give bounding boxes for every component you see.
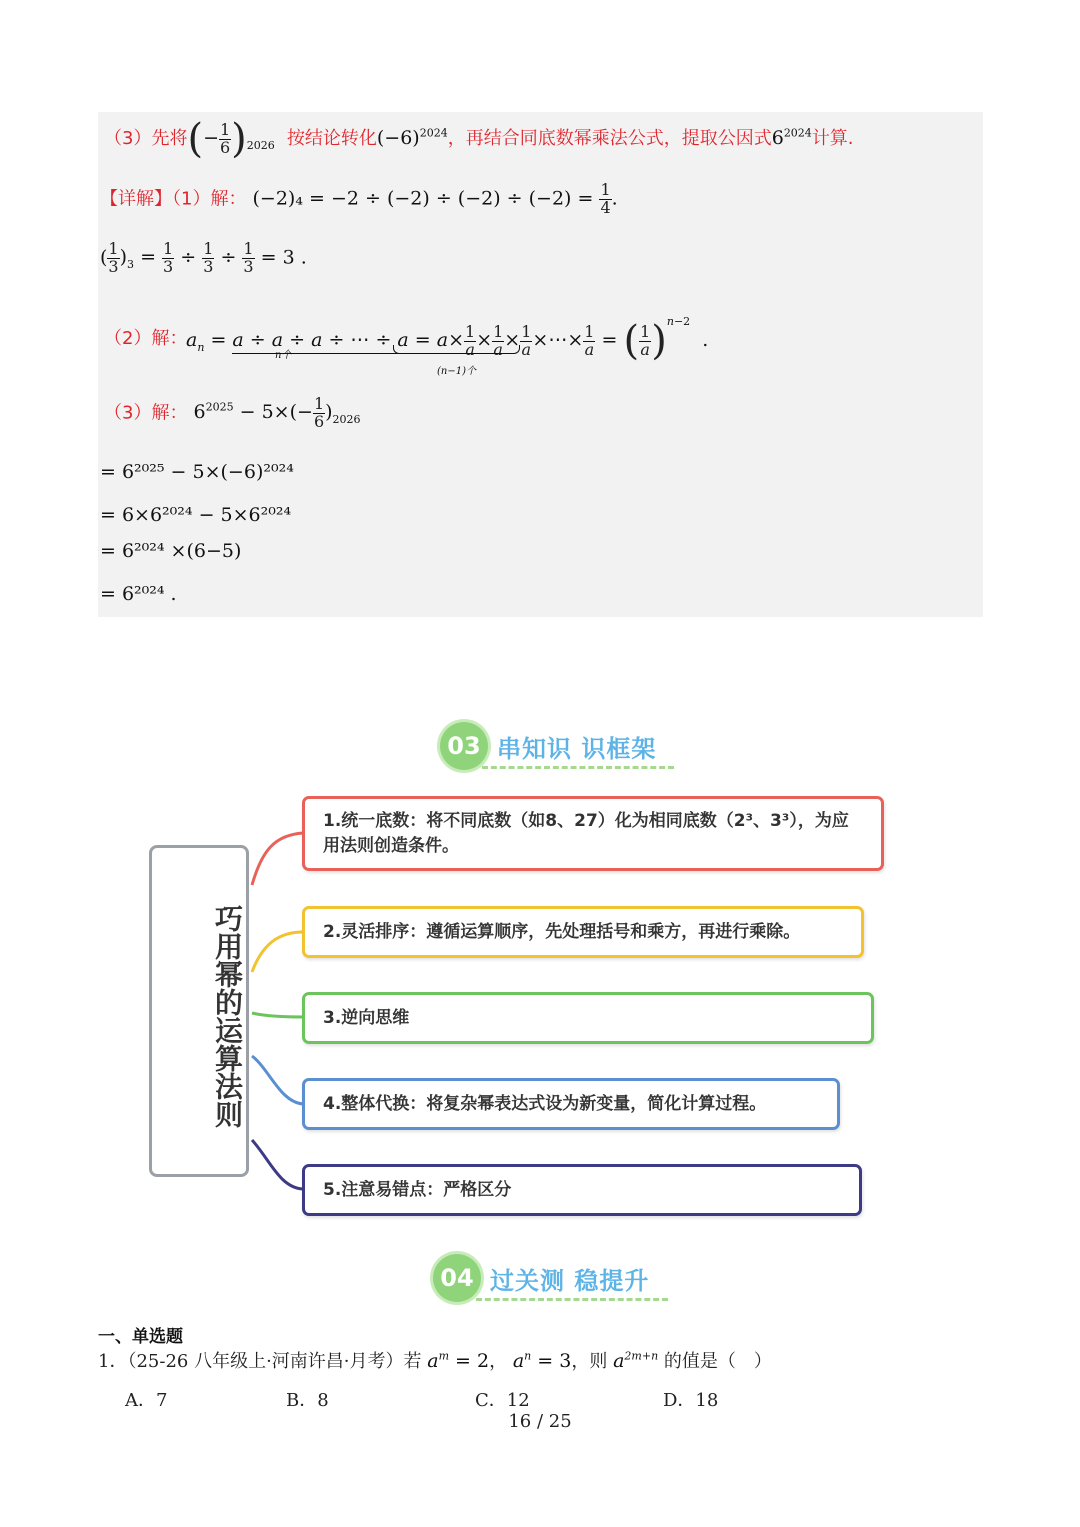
question-1-prefix: 1．（25-26 八年级上·河南许昌·月考）若 bbox=[98, 1351, 422, 1372]
connector-3 bbox=[252, 1013, 303, 1017]
section-03-badge: 03 bbox=[440, 722, 488, 770]
mindmap-node-4-text: 4.整体代换：将复杂幂表达式设为新变量，简化计算过程。 bbox=[323, 1093, 767, 1114]
step-3: = 6²⁰²⁴ ×(6−5) bbox=[100, 540, 242, 562]
step-2: = 6×6²⁰²⁴ − 5×6²⁰²⁴ bbox=[100, 504, 292, 526]
connector-5 bbox=[252, 1140, 303, 1189]
connector-1 bbox=[252, 833, 303, 885]
section-03-title: 串知识 识框架 bbox=[497, 735, 657, 763]
question-1-suffix: 的值是（ ） bbox=[663, 1351, 772, 1372]
detail-label: 【详解】 bbox=[100, 188, 172, 210]
part2-label: （2）解： bbox=[104, 328, 188, 349]
fraction: $\frac{1}{6}$ bbox=[219, 119, 231, 157]
option-b[interactable]: B．8 bbox=[286, 1390, 329, 1411]
step-4: = 6²⁰²⁴ . bbox=[100, 583, 177, 605]
n-count-label: n个 bbox=[275, 350, 292, 361]
part1-label: （1）解： bbox=[172, 188, 247, 210]
page-number: 16 / 25 bbox=[508, 1411, 572, 1432]
mindmap-root-text: 巧用幂的运算法则 bbox=[211, 904, 244, 1128]
connector-2 bbox=[252, 932, 303, 972]
connector-4 bbox=[252, 1056, 303, 1104]
fraction: $\frac{1}{6}$ bbox=[313, 394, 325, 431]
mindmap-node-1-text: 1.统一底数：将不同底数（如8、27）化为相同底数（2³、3³），为应用法则创造条件。 bbox=[323, 810, 849, 856]
hint-3-text: 按结论转化 bbox=[286, 128, 377, 149]
question-1: 1．（25-26 八年级上·河南许昌·月考）若 $a^m = 2$， $a^n = 3$，则 $a^{2m+n}$ 的值是（ ） bbox=[98, 1349, 772, 1372]
mindmap-node-5 bbox=[302, 1164, 862, 1216]
equation-1: (−2)₄ = −2 ÷ (−2) ÷ (−2) ÷ (−2) = bbox=[252, 187, 594, 210]
mindmap-node-2-text: 2.灵活排序：遵循运算顺序，先处理括号和乘方，再进行乘除。 bbox=[323, 921, 801, 942]
equation-an: $a_n = a \div a \div a$ ÷ ⋯ ÷ a = a× $\frac{1}{a}$ × $\frac{1}{a}$ × $\frac{1}{a}$ ×⋯× $\frac{1}{a}$ = ( $\frac{1}{a}$ )$^{n-2}$ . bbox=[186, 314, 709, 364]
hint-3-line: （3）先将(− $\frac{1}{6}$ )$_{2026}$ 按结论转化$(-6)^{2024}$，再结合同底数幂乘法公式，提取公因式$6^{2024}$计算. bbox=[104, 116, 854, 162]
detail-part1-line: 【详解】（1）解： (−2)₄ = −2 ÷ (−2) ÷ (−2) ÷ (−2) = $\frac{1}{4}$ . bbox=[100, 180, 618, 217]
option-c[interactable]: C．12 bbox=[475, 1390, 530, 1411]
section-04-underline bbox=[476, 1298, 668, 1301]
section-04-title: 过关测 稳提升 bbox=[490, 1267, 650, 1295]
fraction: $\frac{1}{4}$ bbox=[600, 180, 611, 217]
hint-3-end: 计算. bbox=[811, 128, 854, 149]
equation-2-line: ( $\frac{1}{3}$ )$_3$ = $\frac{1}{3}$ ÷ $\frac{1}{3}$ ÷ $\frac{1}{3}$ = 3 . bbox=[100, 239, 307, 276]
part3-label: （3）解： bbox=[104, 402, 188, 424]
n1-count-label: (n−1)个 bbox=[437, 366, 476, 377]
step-1: = 6²⁰²⁵ − 5×(−6)²⁰²⁴ bbox=[100, 461, 294, 483]
mindmap-node-2 bbox=[302, 906, 864, 958]
question-section-heading: 一、单选题 bbox=[98, 1327, 183, 1347]
equation-2-end: = 3 . bbox=[260, 246, 307, 269]
mindmap-node-3 bbox=[302, 992, 874, 1044]
mindmap-node-4 bbox=[302, 1078, 840, 1130]
part3-line: （3）解： $6^{2025} - 5\times(-$ $\frac{1}{6}$ )$_{2026}$ bbox=[104, 394, 361, 431]
option-a[interactable]: A．7 bbox=[125, 1390, 168, 1411]
section-04-badge: 04 bbox=[433, 1254, 481, 1302]
mindmap-node-5-text: 5.注意易错点：严格区分 bbox=[323, 1179, 512, 1200]
mindmap-node-3-text: 3.逆向思维 bbox=[323, 1007, 410, 1028]
mindmap-node-1 bbox=[302, 796, 884, 871]
hint-3-label: （3）先将 bbox=[104, 128, 188, 149]
paren: ( bbox=[187, 116, 204, 162]
mindmap-root bbox=[149, 845, 249, 1177]
fraction: $\frac{1}{3}$ bbox=[108, 239, 119, 276]
option-d[interactable]: D．18 bbox=[663, 1390, 719, 1411]
hint-3-text2: ，再结合同底数幂乘法公式，提取公因式 bbox=[447, 128, 772, 149]
